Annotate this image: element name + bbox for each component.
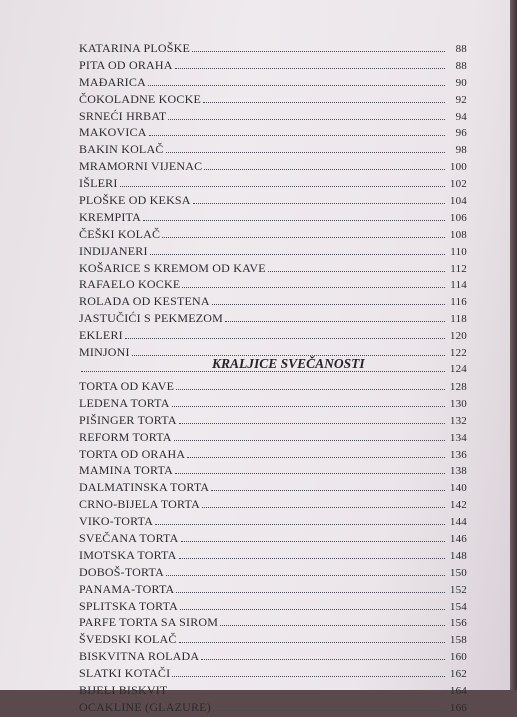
dot-leader — [176, 591, 445, 593]
toc-entry-page: 128 — [449, 381, 467, 393]
toc-entry-title: SRNEĆI HRBAT — [79, 108, 167, 123]
toc-entry-title: IŠLERI — [79, 176, 118, 191]
toc-entry-page: 146 — [449, 533, 467, 546]
dot-leader — [180, 608, 445, 610]
toc-entry-title: RAFAELO KOCKE — [79, 277, 181, 292]
toc-entry-title: MAKOVICA — [79, 125, 147, 140]
toc-entry — [79, 547, 467, 564]
toc-entry-title: KREMPITA — [79, 209, 141, 224]
toc-entry — [79, 40, 467, 57]
toc-entry-page: 98 — [455, 144, 467, 157]
dot-leader — [179, 641, 445, 643]
toc-entry — [79, 682, 467, 699]
toc-entry-page: 138 — [449, 465, 467, 478]
toc-entry — [79, 598, 467, 615]
dot-leader — [148, 84, 445, 86]
dot-leader — [172, 675, 445, 677]
toc-entry-page: 124 — [449, 362, 467, 375]
toc-entry-page: 116 — [450, 296, 467, 309]
toc-entry-page: 134 — [449, 431, 467, 444]
toc-entry-title: PARFE TORTA SA SIROM — [79, 615, 219, 630]
toc-entry-page: 114 — [450, 279, 467, 292]
toc-entry-title: MAĐARICA — [79, 74, 146, 89]
dot-leader — [174, 439, 445, 441]
toc-entry — [79, 74, 467, 91]
toc-entry-page: 130 — [449, 397, 467, 410]
toc-entry-page: 166 — [449, 701, 467, 714]
toc-entry — [79, 108, 467, 125]
toc-entry-page: 140 — [449, 482, 467, 495]
toc-entry-page: 154 — [449, 600, 467, 613]
toc-entry — [79, 276, 467, 293]
toc-entry-title: MRAMORNI VIJENAC — [79, 159, 203, 174]
toc-entry — [79, 91, 467, 108]
toc-entry-title: MAMINA TORTA — [79, 463, 173, 478]
toc-entry-page: 122 — [449, 347, 467, 360]
toc-entry — [79, 513, 467, 530]
toc-entry-title: KOŠARICE S KREMOM OD KAVE — [79, 260, 266, 275]
dot-leader — [179, 422, 445, 424]
toc-entry-page: 92 — [455, 93, 467, 106]
toc-entry-title: DOBOŠ-TORTA — [79, 564, 164, 579]
dot-leader — [175, 67, 445, 69]
toc-entry-title: EKLERI — [79, 328, 123, 343]
toc-entry-page: 156 — [449, 617, 467, 630]
toc-entry — [79, 243, 467, 260]
toc-entry-title: SPLITSKA TORTA — [79, 598, 179, 613]
toc-entry-page: 106 — [449, 211, 467, 224]
toc-entry-page: 108 — [449, 228, 467, 241]
section-heading: KRALJICE SVEČANOSTI — [212, 356, 365, 371]
dot-leader — [166, 151, 445, 153]
toc-entry-title: VIKO-TORTA — [79, 514, 154, 529]
toc-entry-title: CRNO-BIJELA TORTA — [79, 497, 200, 512]
toc-entry — [79, 158, 467, 175]
toc-entry-page: 112 — [450, 262, 467, 275]
toc-entry — [79, 192, 467, 209]
toc-entry — [79, 699, 467, 716]
toc-entry — [79, 141, 467, 158]
dot-leader — [220, 624, 445, 626]
toc-entry — [79, 412, 467, 429]
toc-entry-page: 158 — [449, 634, 467, 647]
dot-leader — [172, 405, 445, 407]
toc-entry-page: 102 — [449, 178, 467, 191]
toc-section-1 — [79, 40, 467, 378]
toc-entry — [79, 260, 467, 277]
toc-entry-page: 100 — [449, 161, 467, 174]
toc-entry — [79, 226, 467, 243]
toc-entry-title: ROLADA OD KESTENA — [79, 294, 210, 309]
dot-leader — [225, 320, 445, 322]
toc-entry-page: 162 — [449, 668, 467, 681]
toc-entry — [79, 57, 467, 74]
toc-entry-title: MINJONI — [79, 345, 130, 360]
toc-entry-title: SVEČANA TORTA — [79, 531, 179, 546]
toc-entry — [79, 378, 467, 395]
toc-section-2 — [79, 378, 467, 716]
toc-entry — [79, 530, 467, 547]
toc-entry-page: 142 — [449, 499, 467, 512]
toc-entry-page: 96 — [455, 127, 467, 140]
toc-entry-title: PIŠINGER TORTA — [79, 412, 177, 427]
dot-leader — [176, 388, 445, 390]
toc-entry-title: BAKIN KOLAČ — [79, 142, 164, 157]
toc-entry-page: 120 — [449, 330, 467, 343]
dot-leader — [149, 134, 445, 136]
toc-entry — [79, 648, 467, 665]
toc-entry — [79, 293, 467, 310]
toc-entry-page: 110 — [450, 245, 467, 258]
toc-entry-title: PLOŠKE OD KEKSA — [79, 193, 191, 208]
toc-entry-title: SLATKI KOTAČI — [79, 666, 171, 681]
dot-leader — [150, 253, 445, 255]
dot-leader — [193, 202, 445, 204]
dot-leader — [143, 219, 445, 221]
dot-leader — [166, 574, 445, 576]
toc-entry — [79, 446, 467, 463]
dot-leader — [211, 489, 445, 491]
toc-entry — [79, 429, 467, 446]
toc-entry — [79, 631, 467, 648]
dot-leader — [201, 658, 445, 660]
dot-leader — [162, 236, 445, 238]
toc-entry-page: 118 — [450, 313, 467, 326]
toc-entry-page: 90 — [455, 76, 467, 89]
toc-entry-title: PITA OD ORAHA — [79, 57, 173, 72]
toc-entry-page: 94 — [455, 110, 467, 123]
dot-leader — [169, 692, 445, 694]
toc-entry-title: IMOTSKA TORTA — [79, 547, 177, 562]
toc-entry-page: 104 — [449, 195, 467, 208]
toc-entry — [79, 564, 467, 581]
toc-entry — [79, 665, 467, 682]
toc-entry-page: 148 — [449, 549, 467, 562]
dot-leader — [187, 456, 445, 458]
toc-entry-title: OCAKLINE (GLAZURE) — [79, 699, 211, 714]
dot-leader — [212, 303, 445, 305]
toc-entry-page: 160 — [449, 651, 467, 664]
toc-entry-page: 152 — [449, 583, 467, 596]
toc-entry-page: 164 — [449, 685, 467, 698]
toc-entry-title: BISKVITNA ROLADA — [79, 649, 200, 664]
toc-entry — [79, 310, 467, 327]
dot-leader — [268, 270, 445, 272]
dot-leader — [120, 185, 445, 187]
toc-entry-page: 136 — [449, 448, 467, 461]
dot-leader — [202, 506, 445, 508]
toc-entry-title: JASTUČIĆI S PEKMEZOM — [79, 311, 224, 326]
toc-entry-title: LEDENA TORTA — [79, 395, 170, 410]
toc-entry-title: DALMATINSKA TORTA — [79, 480, 210, 495]
toc-entry — [79, 479, 467, 496]
toc-entry — [79, 209, 467, 226]
toc-entry — [79, 581, 467, 598]
dot-leader — [175, 472, 445, 474]
dot-leader — [204, 168, 445, 170]
toc-entry — [79, 496, 467, 513]
toc-entry-title: REFORM TORTA — [79, 429, 172, 444]
toc-entry-title: KATARINA PLOŠKE — [79, 41, 191, 55]
dot-leader — [168, 118, 445, 120]
dot-leader — [203, 101, 445, 103]
toc-entry-page: 88 — [455, 59, 467, 72]
toc-entry-title: ŠVEDSKI KOLAČ — [79, 632, 177, 647]
toc-entry-title: ČOKOLADNE KOCKE — [79, 91, 201, 106]
toc-entry-title: PANAMA-TORTA — [79, 581, 175, 596]
dot-leader — [155, 523, 445, 525]
toc-entry-title: TORTA OD KAVE — [79, 379, 175, 393]
toc-entry — [79, 124, 467, 141]
dot-leader — [182, 286, 445, 288]
toc-entry-page: 144 — [449, 516, 467, 529]
dot-leader — [192, 50, 445, 52]
toc-entry-page: 150 — [449, 566, 467, 579]
toc-entry — [79, 614, 467, 631]
dot-leader — [181, 540, 446, 542]
toc-entry-title: INDIJANERI — [79, 243, 148, 258]
toc-entry-title: ČEŠKI KOLAČ — [79, 226, 161, 241]
dot-leader — [213, 709, 445, 711]
toc-entry — [79, 462, 467, 479]
book-cover-edge — [510, 0, 517, 690]
dot-leader — [179, 557, 446, 559]
toc-entry-page: 88 — [455, 43, 467, 55]
dot-leader — [125, 337, 445, 339]
toc-entry-title: BIJELI BISKVIT — [79, 683, 168, 698]
toc-entry — [79, 395, 467, 412]
toc-entry-title: TORTA OD ORAHA — [79, 446, 186, 461]
toc-entry-page: 132 — [449, 414, 467, 427]
toc-entry — [79, 175, 467, 192]
toc-entry — [79, 327, 467, 344]
